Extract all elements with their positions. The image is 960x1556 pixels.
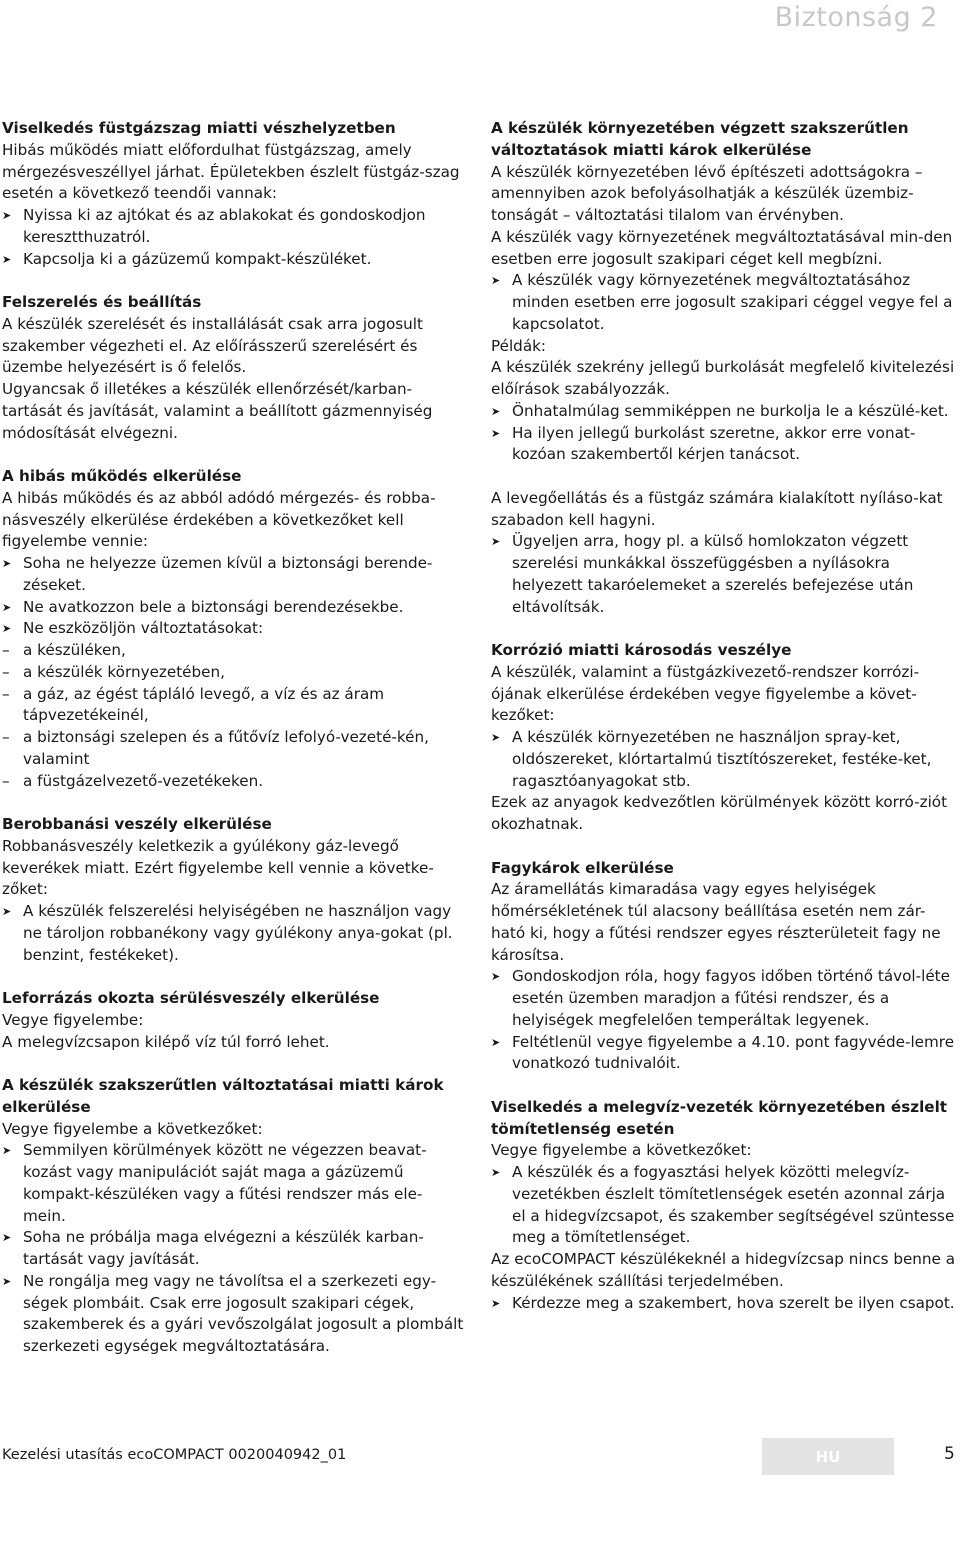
- paragraph: Hibás működés miatt előfordulhat füstgázszag, amely mérgezésveszéllyel járhat. Épületekben észlelt füstgáz-szag esetén a következő teendői vannak:: [2, 140, 460, 203]
- bullet-item: ➤ Ne rongálja meg vagy ne távolítsa el a szerkezeti egy-ségek plombáit. Csak erre jogosult szakipari cégek, szakemberek és a gyári vevőszolgálat jogosult a plombált szerkezeti egységek megváltoztatására.: [2, 1271, 464, 1358]
- bullet-list: [491, 401, 957, 466]
- bullet-item: ➤ A készülék vagy környezetének megváltoztatásához minden esetben erre jogosult szakipari céggel vegye fel a kapcsolatot.: [491, 270, 957, 335]
- bullet-item: ➤ Ha ilyen jellegű burkolást szeretne, akkor erre vonat-kozóan szakembertől kérjen tanácsot.: [491, 423, 957, 467]
- paragraph: A készülék szerelését és installálását csak arra jogosult szakember végezheti el. Az előírásszerű szerelésért és üzembe helyezésért is ő felelős.: [2, 314, 423, 377]
- section-heading: Felszerelés és beállítás: [2, 293, 202, 311]
- bullet-list: [2, 901, 464, 966]
- paragraph: Az áramellátás kimaradása vagy egyes helyiségek hőmérsékletének túl alacsony beállítása esetén nem zár-ható ki, hogy a fűtési rendszer egyes részterületeit fagy ne károsítsa.: [491, 880, 941, 964]
- dash-item: – a készüléken,: [2, 640, 464, 662]
- paragraph: A készülék környezetében lévő építészeti adottságokra – amennyiben azok befolyásolhatják a készülék üzembiz-tonságát – változtatási tilalom van érvényben.: [491, 162, 923, 224]
- paragraph: A levegőellátás és a füstgáz számára kialakított nyíláso-kat szabadon kell hagyni.: [491, 488, 943, 529]
- paragraph: Ugyancsak ő illetékes a készülék ellenőrzését/karban-tartását és javítását, valamint a beállított gázmennyiség módosítását elvégezni.: [2, 380, 433, 442]
- footer-language-badge: HU: [762, 1438, 894, 1475]
- bullet-item: ➤ A készülék és a fogyasztási helyek közötti melegvíz-vezetékben észlelt tömítetlenségek esetén azonnal zárja el a hidegvízcsapot, és szakember segítségével szüntesse meg a tömítetlenséget.: [491, 1162, 957, 1249]
- paragraph: Ezek az anyagok kedvezőtlen körülmények között korró-ziót okozhatnak.: [491, 793, 948, 833]
- bullet-list: [491, 531, 957, 618]
- right-column: [491, 118, 957, 1336]
- bullet-list: [491, 1293, 957, 1315]
- bullet-item: ➤ Nyissa ki az ajtókat és az ablakokat és gondoskodjon keresztthuzatról.: [2, 205, 464, 249]
- section-heading: Leforrázás okozta sérülésveszély elkerülése: [2, 989, 380, 1007]
- bullet-item: ➤ A készülék környezetében ne használjon spray-ket, oldószereket, klórtartalmú tisztítószereket, festéke-ket, ragasztóanyagokat stb.: [491, 727, 957, 792]
- paragraph: A készülék, valamint a füstgázkivezető-rendszer korrózi-ójának elkerülése érdekében vegye figyelembe a követ-kezőket:: [491, 662, 920, 725]
- section-heading: Viselkedés a melegvíz-vezeték környezetében észlelt tömítetlenség esetén: [491, 1097, 948, 1138]
- bullet-item: ➤ Soha ne próbálja maga elvégezni a készülék karban-tartását vagy javítását.: [2, 1227, 464, 1271]
- section-heading: Berobbanási veszély elkerülése: [2, 815, 272, 833]
- bullet-item: ➤ A készülék felszerelési helyiségében ne használjon vagy ne tároljon robbanékony vagy gyúlékony anya-gokat (pl. benzint, festékeket).: [2, 901, 464, 966]
- section: [2, 292, 464, 444]
- section: [2, 814, 464, 966]
- section-heading: Korrózió miatti károsodás veszélye: [491, 641, 792, 659]
- left-column: [2, 118, 464, 1380]
- page-header-title: Biztonság 2: [774, 2, 938, 33]
- section-heading: Viselkedés füstgázszag miatti vészhelyzetben: [2, 119, 396, 137]
- dash-item: – a biztonsági szelepen és a fűtővíz lefolyó-vezeté-kén, valamint: [2, 727, 464, 771]
- dash-item: – a készülék környezetében,: [2, 662, 464, 684]
- bullet-item: ➤ Semmilyen körülmények között ne végezzen beavat-kozást vagy manipulációt saját maga a gázüzemű kompakt-készüléken vagy a fűtési rendszer más ele-mein.: [2, 1140, 464, 1227]
- bullet-item: ➤ Feltétlenül vegye figyelembe a 4.10. pont fagyvéde-lemre vonatkozó tudnivalóit.: [491, 1032, 957, 1076]
- bullet-item: ➤ Kapcsolja ki a gázüzemű kompakt-készüléket.: [2, 249, 464, 271]
- section-heading: A készülék szakszerűtlen változtatásai miatti károk elkerülése: [2, 1076, 444, 1116]
- bullet-list: [2, 1140, 464, 1358]
- footer-page-number: 5: [944, 1444, 955, 1464]
- bullet-list: [491, 966, 957, 1075]
- section: [2, 118, 464, 270]
- footer-document-title: Kezelési utasítás ecoCOMPACT 0020040942_01: [2, 1447, 347, 1463]
- section: [491, 1097, 957, 1315]
- paragraph: A készülék vagy környezetének megváltoztatásával min-den esetben erre jogosult szakipari céget kell megbízni.: [491, 227, 953, 268]
- section: [2, 988, 464, 1053]
- section: [491, 488, 957, 619]
- paragraph: Az ecoCOMPACT készülékeknél a hidegvízcsap nincs benne a készülékének szállítási terjedelmében.: [491, 1250, 956, 1290]
- bullet-item: ➤ Soha ne helyezze üzemen kívül a biztonsági berende-zéseket.: [2, 553, 464, 597]
- paragraph: A hibás működés és az abból adódó mérgezés- és robba-násveszély elkerülése érdekében a következőket kell figyelembe vennie:: [2, 488, 436, 551]
- paragraph: A készülék szekrény jellegű burkolását megfelelő kivitelezési előírások szabályozzák.: [491, 358, 955, 398]
- bullet-item: ➤ Kérdezze meg a szakembert, hova szerelt be ilyen csapot.: [491, 1293, 957, 1315]
- paragraph: Vegye figyelembe a következőket:: [2, 1119, 263, 1138]
- section: [491, 858, 957, 1076]
- section-heading: Fagykárok elkerülése: [491, 858, 674, 877]
- section: [491, 118, 957, 466]
- paragraph: Példák:: [491, 336, 547, 355]
- section-heading: A hibás működés elkerülése: [2, 467, 242, 485]
- bullet-list: [491, 1162, 957, 1249]
- dash-list: [2, 640, 464, 792]
- bullet-item: ➤ Ne avatkozzon bele a biztonsági berendezésekbe.: [2, 597, 464, 619]
- bullet-item: ➤ Ügyeljen arra, hogy pl. a külső homlokzaton végzett szerelési munkákkal összefüggésben a nyílásokra helyezett takaróelemeket a szerelés befejezése után eltávolítsák.: [491, 531, 957, 618]
- bullet-list: [2, 553, 464, 640]
- bullet-item: ➤ Önhatalmúlag semmiképpen ne burkolja le a készülé-ket.: [491, 401, 957, 423]
- paragraph: Vegye figyelembe a következőket:: [491, 1141, 752, 1160]
- dash-item: – a gáz, az égést tápláló levegő, a víz és az áram tápvezetékeinél,: [2, 684, 464, 728]
- paragraph: A melegvízcsapon kilépő víz túl forró lehet.: [2, 1032, 330, 1051]
- bullet-list: [491, 727, 957, 792]
- paragraph: Robbanásveszély keletkezik a gyúlékony gáz-levegő keverékek miatt. Ezért figyelembe kell vennie a követke-zőket:: [2, 836, 434, 899]
- section: [2, 1075, 464, 1358]
- bullet-list: [491, 270, 957, 335]
- bullet-item: ➤ Gondoskodjon róla, hogy fagyos időben történő távol-léte esetén üzemben maradjon a fűtési rendszer, és a helyiségek megfelelően temperáltak legyenek.: [491, 966, 957, 1031]
- section: [2, 466, 464, 792]
- dash-item: – a füstgázelvezető-vezetékeken.: [2, 771, 464, 793]
- section: [491, 640, 957, 836]
- bullet-list: [2, 205, 464, 270]
- section-heading: A készülék környezetében végzett szakszerűtlen változtatások miatti károk elkerülése: [491, 119, 909, 159]
- paragraph: Vegye figyelembe:: [2, 1010, 144, 1029]
- bullet-item: ➤ Ne eszközöljön változtatásokat:: [2, 618, 464, 640]
